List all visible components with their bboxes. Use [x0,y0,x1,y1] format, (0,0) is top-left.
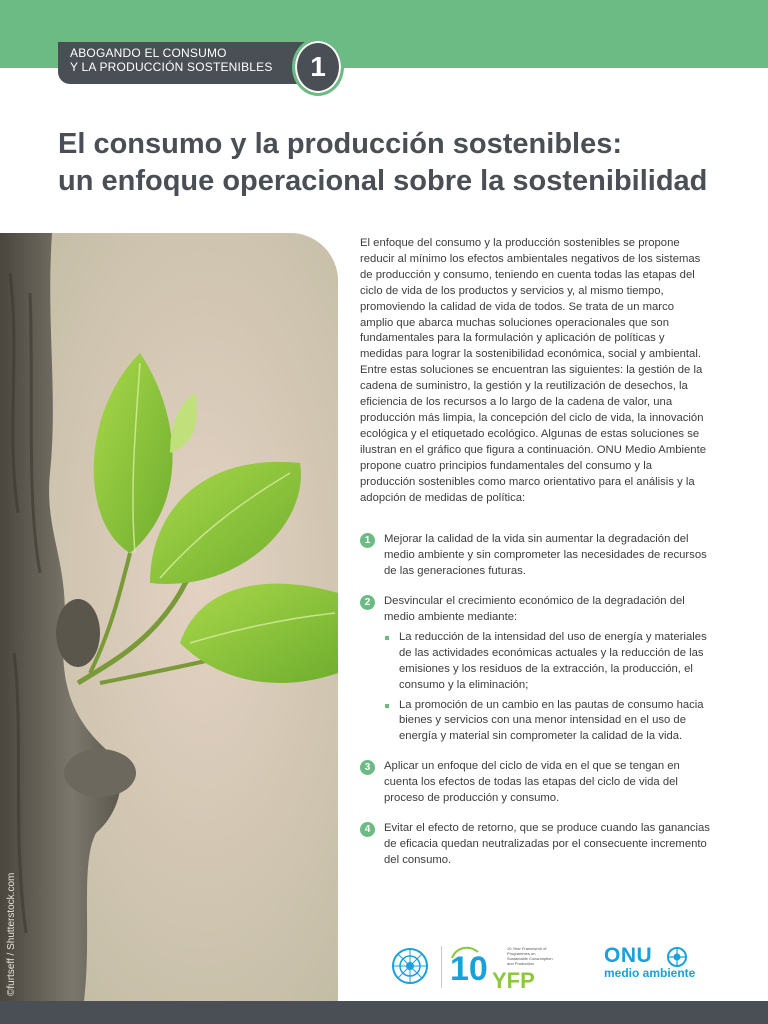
yfp-caption: 10-Year Framework of Programmes on Sustainable Consumption and Production [507,946,553,966]
section-label [70,46,273,74]
yfp-letters: YFP [492,968,535,990]
yfp-number: 10 [450,950,488,988]
principles-list [360,532,710,868]
principle-number-badge: 2 [360,595,375,610]
principle-number-badge: 1 [360,533,375,548]
onu-wordmark: ONU [604,944,653,967]
section-label-line2: Y LA PRODUCCIÓN SOSTENIBLES [70,60,273,74]
intro-paragraph: El enfoque del consumo y la producción sostenibles se propone reducir al mínimo los efectos ambientales negativos de los sistemas de producción y consumo, teniendo en cuenta todas las etapas del ciclo de vida de los productos y servicios y, al mismo tiempo, promoviendo la calidad de vida de todos. Se trata de un marco amplio que abarca muchas soluciones operacionales que son fundamentales para la formulación y aplicación de políticas y medidas para lograr la sostenibilidad económica, social y ambiental. Entre estas soluciones se encuentran las siguientes: la gestión de la cadena de suministro, la gestión y la reutilización de desechos, la eficiencia de los recursos a lo largo de la cadena de valor, una producción más limpia, la concepción del ciclo de vida, la innovación ecológica y el etiquetado ecológico. Algunas de estas soluciones se ilustran en el gráfico que figura a continuación. ONU Medio Ambiente propone cuatro principios fundamentales del consumo y la producción sostenibles como marco orientativo para el análisis y la adopción de medidas de política: [360,237,707,504]
principle-item [360,532,710,580]
logo-divider [441,946,442,988]
sub-item: La reducción de la intensidad del uso de energía y materiales de las actividades económicas actuales y la reducción de las emisiones y los residuos de la extracción, la producción, el consumo y la eliminación; [384,630,710,694]
principle-number-badge: 3 [360,760,375,775]
section-number-badge: 1 [292,38,344,96]
principle-item [360,759,710,807]
bottom-dark-band [0,1001,768,1024]
unep-globe-icon [666,946,688,968]
principle-text: Desvincular el crecimiento económico de la degradación del medio ambiente mediante: [384,595,685,624]
principle-item [360,594,710,745]
page-title [58,126,738,200]
leaf-illustration [0,233,338,1001]
principle-sublist [384,630,710,745]
section-label-line1: ABOGANDO EL CONSUMO [70,46,227,60]
title-line2: un enfoque operacional sobre la sostenibilidad [58,165,708,197]
photo-credit: ©furtseff / Shutterstock.com [6,872,17,996]
principle-item [360,821,710,869]
body-column [360,236,710,883]
onu-subtitle: medio ambiente [604,966,696,980]
sub-item: La promoción de un cambio en las pautas de consumo hacia bienes y servicios con una menor intensidad en el uso de energía y material sin comprometer la calidad de la vida. [384,698,710,746]
principle-text: Evitar el efecto de retorno, que se produce cuando las ganancias de eficacia quedan neutralizadas por el consecuente incremento del consumo. [384,822,710,866]
title-line1: El consumo y la producción sostenibles: [58,128,622,160]
principle-text: Mejorar la calidad de la vida sin aumentar la degradación del medio ambiente y sin comprometer las necesidades de recursos de las generaciones futuras. [384,533,707,578]
leaf-photo [0,233,338,1001]
un-emblem-icon [390,946,430,986]
principle-number-badge: 4 [360,822,375,837]
principle-text: Aplicar un enfoque del ciclo de vida en el que se tengan en cuenta los efectos de todas las etapas del ciclo de vida del proceso de producción y consumo. [384,760,680,805]
onu-medio-ambiente-logo [604,944,695,980]
